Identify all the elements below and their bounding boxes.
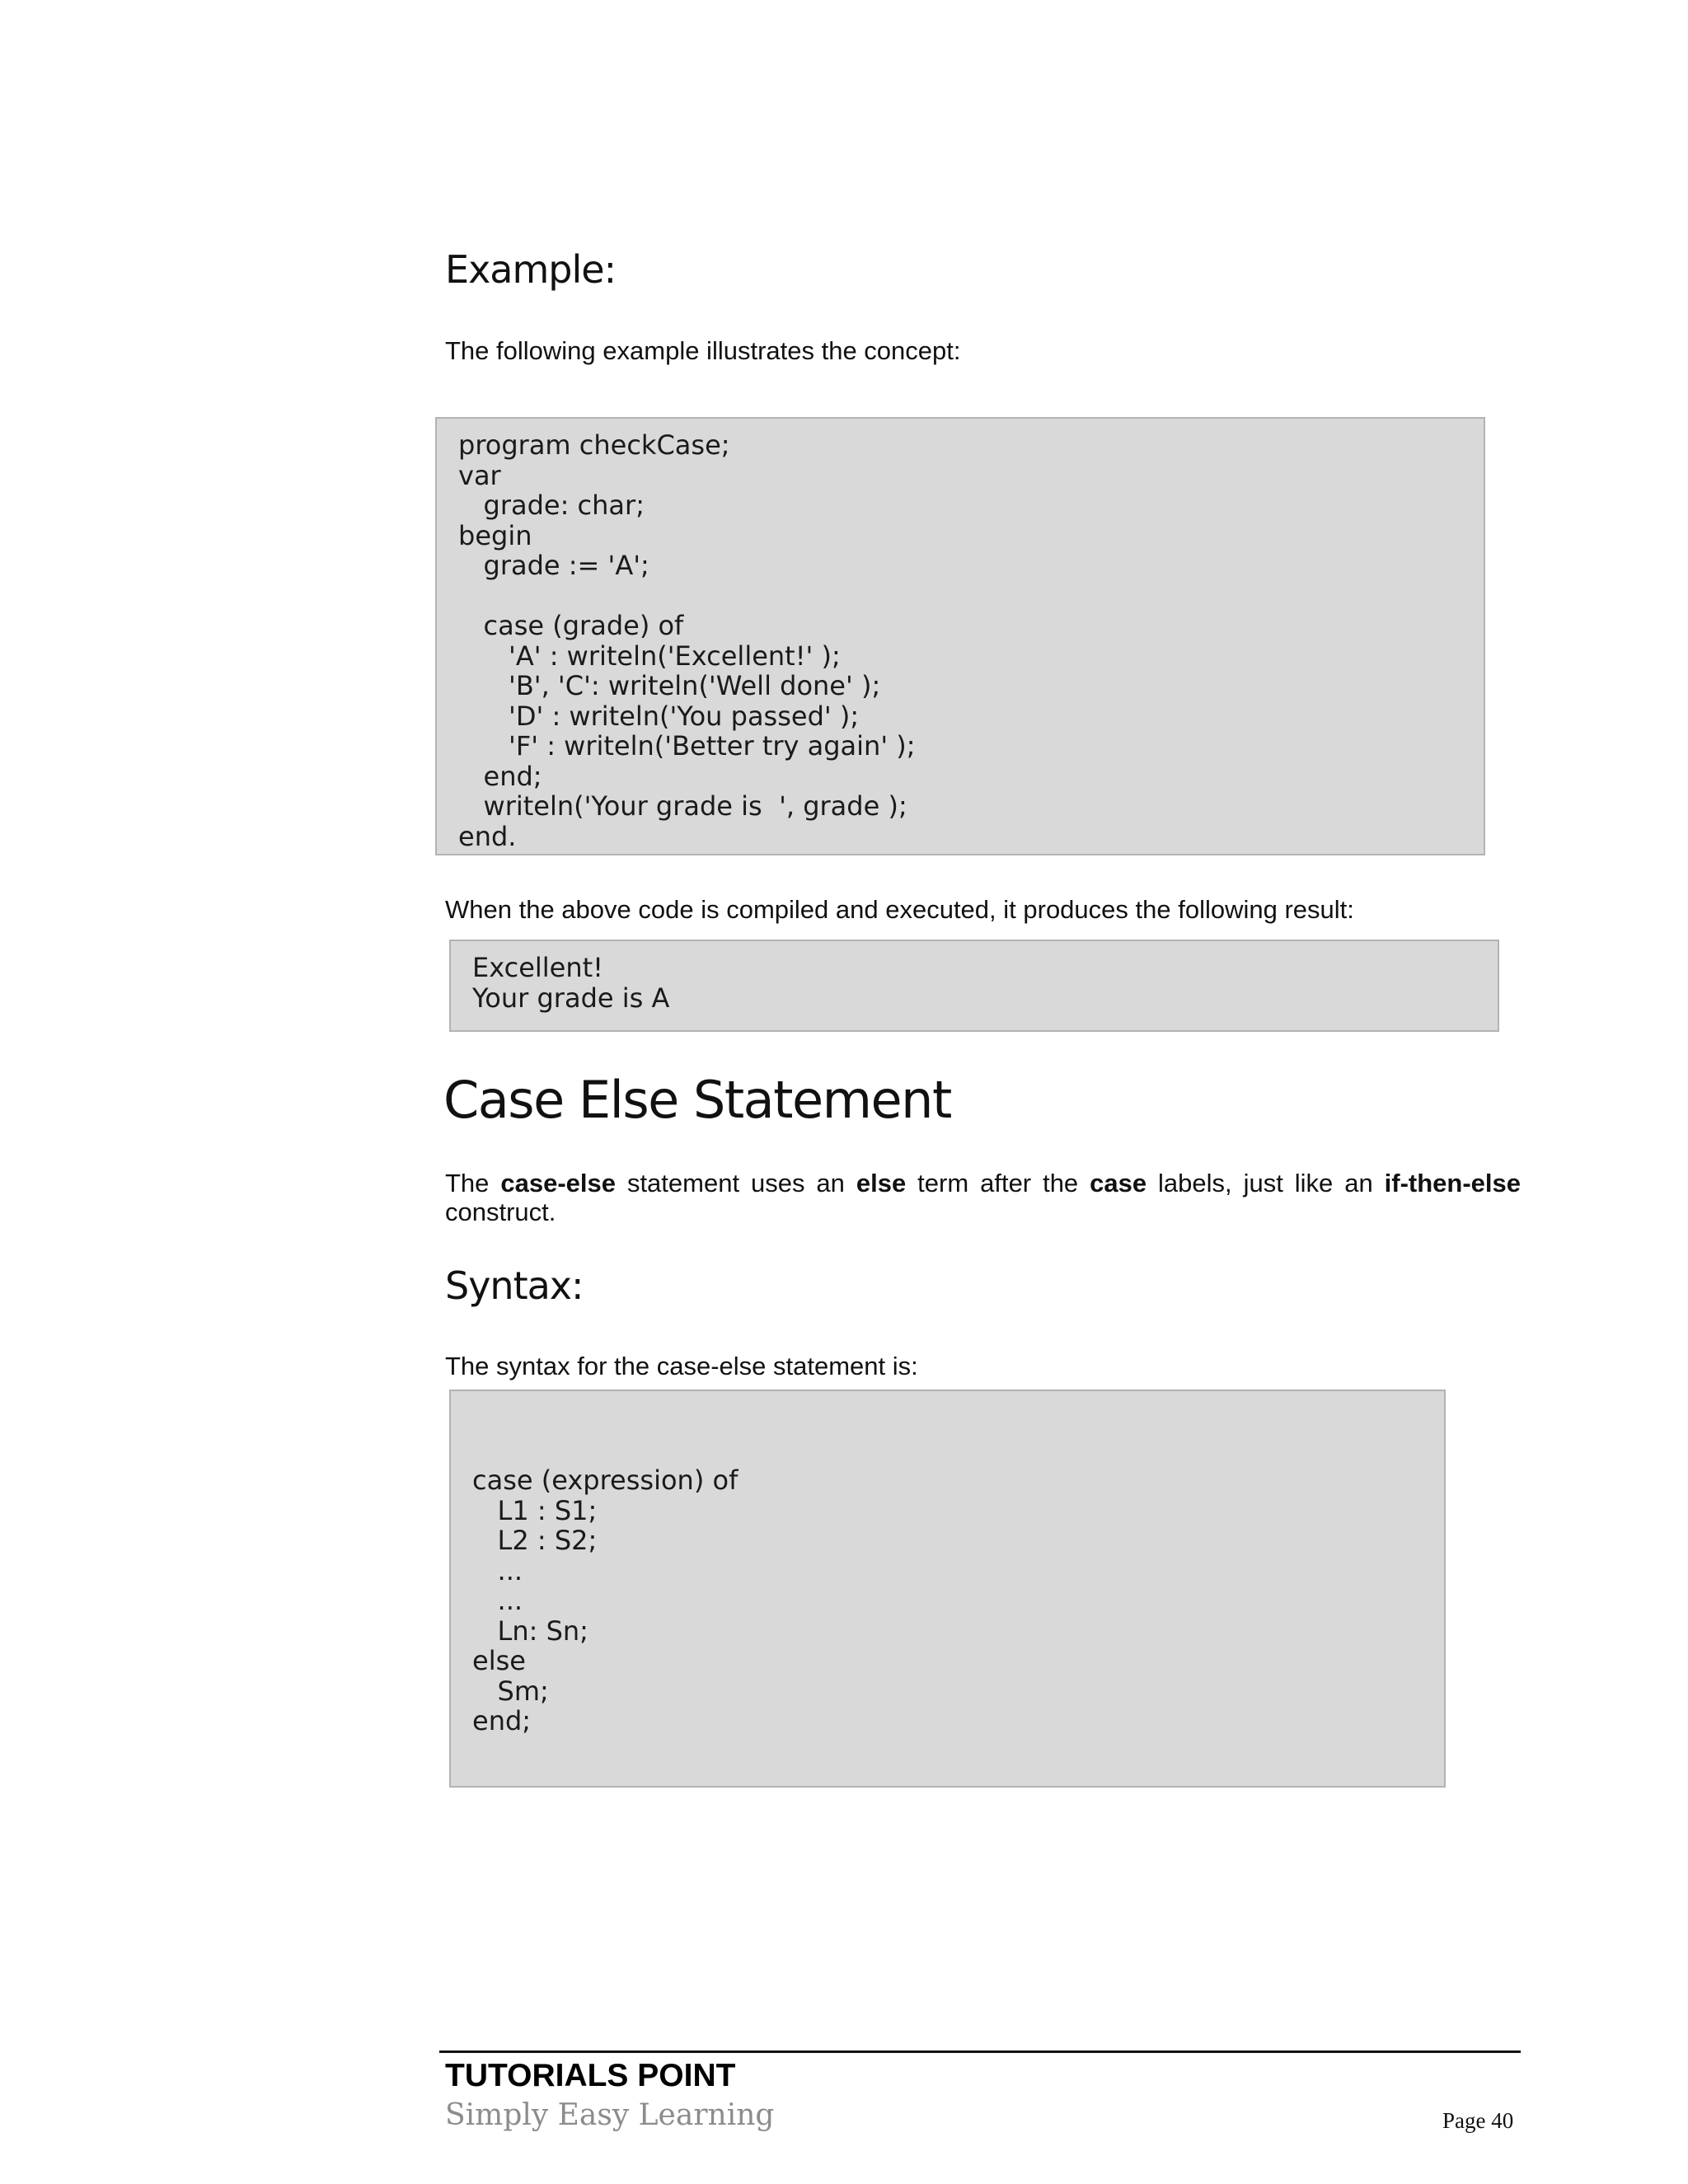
example-code-block xyxy=(435,417,1485,855)
footer-tagline: Simply Easy Learning xyxy=(445,2098,775,2132)
code-line: end; xyxy=(458,760,542,792)
code-line: 'F' : writeln('Better try again' ); xyxy=(458,730,916,762)
code-line: writeln('Your grade is ', grade ); xyxy=(458,790,907,822)
code-line: Sm; xyxy=(472,1675,549,1707)
case-else-description xyxy=(445,1169,1521,1226)
text-run: term after the xyxy=(906,1169,1090,1197)
footer-brand: TUTORIALS POINT xyxy=(445,2058,736,2093)
code-line: ... xyxy=(472,1554,523,1586)
code-line: ... xyxy=(472,1585,523,1616)
code-line: 'B', 'C': writeln('Well done' ); xyxy=(458,670,881,701)
code-line: program checkCase; xyxy=(458,429,730,461)
keyword-if-then-else: if-then-else xyxy=(1384,1169,1522,1197)
code-line: L1 : S1; xyxy=(472,1494,598,1526)
syntax-code-block xyxy=(449,1390,1446,1788)
output-line: Excellent! xyxy=(472,952,603,983)
keyword-case: case xyxy=(1090,1169,1147,1197)
result-intro: When the above code is compiled and executed, it produces the following result: xyxy=(445,895,1354,924)
text-run: construct. xyxy=(445,1197,556,1226)
keyword-else: else xyxy=(856,1169,907,1197)
text-run: statement uses an xyxy=(616,1169,856,1197)
syntax-intro: The syntax for the case-else statement is: xyxy=(445,1352,918,1380)
code-line: case (grade) of xyxy=(458,610,684,641)
code-line: end. xyxy=(458,820,517,852)
section-title: Case Else Statement xyxy=(443,1070,951,1130)
code-line: grade: char; xyxy=(458,490,645,521)
keyword-case-else: case-else xyxy=(500,1169,616,1197)
example-intro: The following example illustrates the concept: xyxy=(445,336,961,365)
footer-divider xyxy=(439,2050,1521,2053)
example-heading: Example: xyxy=(445,247,617,292)
output-line: Your grade is A xyxy=(472,982,670,1014)
code-line: case (expression) of xyxy=(472,1465,738,1496)
code-line: begin xyxy=(458,519,532,551)
output-block xyxy=(449,940,1499,1032)
page-number: Page 40 xyxy=(1442,2108,1514,2133)
code-line: end; xyxy=(472,1705,532,1736)
text-run: The xyxy=(445,1169,501,1197)
code-line: var xyxy=(458,459,501,491)
code-line: Ln: Sn; xyxy=(472,1615,588,1647)
code-line xyxy=(458,581,1484,612)
code-line: else xyxy=(472,1645,526,1676)
syntax-heading: Syntax: xyxy=(445,1263,584,1308)
code-line: grade := 'A'; xyxy=(458,550,649,581)
text-run: labels, just like an xyxy=(1146,1169,1385,1197)
code-line: 'D' : writeln('You passed' ); xyxy=(458,700,860,732)
code-line: L2 : S2; xyxy=(472,1525,598,1556)
code-line: 'A' : writeln('Excellent!' ); xyxy=(458,640,841,672)
